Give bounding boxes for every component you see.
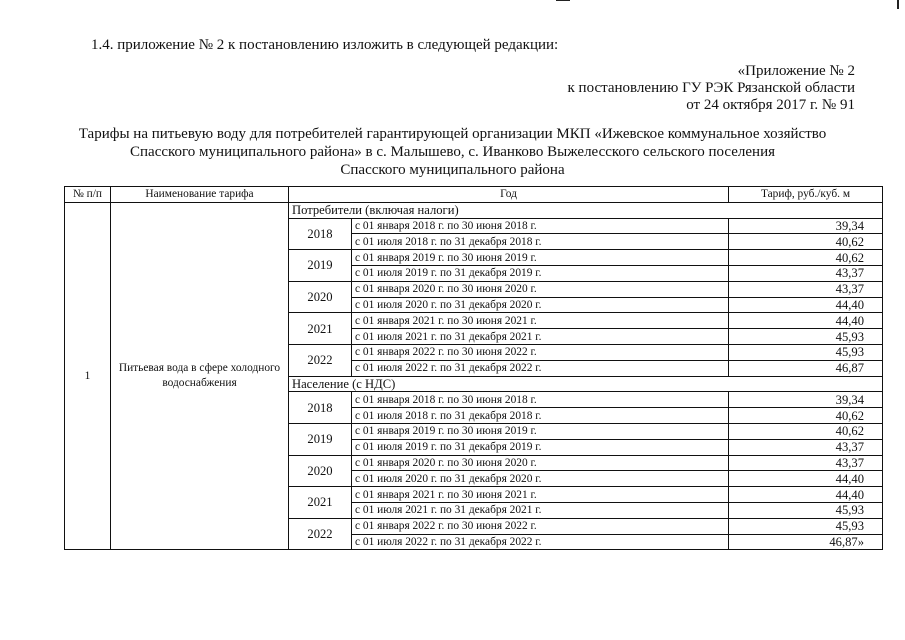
- tariff-value-cell: 43,37: [729, 455, 883, 471]
- tariff-value-cell: 44,40: [729, 471, 883, 487]
- tariff-value-cell: 40,62: [729, 408, 883, 424]
- intro-paragraph: 1.4. приложение № 2 к постановлению изложить в следующей редакции:: [91, 37, 559, 53]
- period-cell: с 01 января 2019 г. по 30 июня 2019 г.: [352, 250, 729, 266]
- year-cell: 2022: [289, 518, 352, 550]
- period-cell: с 01 июля 2019 г. по 31 декабря 2019 г.: [352, 439, 729, 455]
- tariff-value-cell: 44,40: [729, 297, 883, 313]
- period-cell: с 01 июля 2018 г. по 31 декабря 2018 г.: [352, 408, 729, 424]
- tariff-value-cell: 40,62: [729, 250, 883, 266]
- tariff-value-cell: 45,93: [729, 502, 883, 518]
- annex-heading: [568, 63, 855, 114]
- title-line-2: Спасского муниципального района» в с. Малышево, с. Иванково Выжелесского сельского поселения: [130, 144, 775, 160]
- period-cell: с 01 января 2018 г. по 30 июня 2018 г.: [352, 392, 729, 408]
- year-cell: 2021: [289, 487, 352, 519]
- period-cell: с 01 июля 2018 г. по 31 декабря 2018 г.: [352, 234, 729, 250]
- tariff-value-cell: 43,37: [729, 281, 883, 297]
- annex-line-1: «Приложение № 2: [737, 63, 855, 79]
- tariff-value-cell: 44,40: [729, 487, 883, 503]
- header-name: Наименование тарифа: [111, 187, 289, 203]
- period-cell: с 01 января 2018 г. по 30 июня 2018 г.: [352, 218, 729, 234]
- period-cell: с 01 июля 2022 г. по 31 декабря 2022 г.: [352, 534, 729, 550]
- period-cell: с 01 июля 2019 г. по 31 декабря 2019 г.: [352, 265, 729, 281]
- period-cell: с 01 января 2020 г. по 30 июня 2020 г.: [352, 281, 729, 297]
- period-cell: с 01 января 2021 г. по 30 июня 2021 г.: [352, 487, 729, 503]
- scan-artifact-top-right: [897, 0, 899, 9]
- tariff-table-body: [65, 202, 883, 550]
- header-num: № п/п: [65, 187, 111, 203]
- tariff-value-cell: 39,34: [729, 218, 883, 234]
- period-cell: с 01 января 2021 г. по 30 июня 2021 г.: [352, 313, 729, 329]
- tariff-value-cell: 46,87»: [729, 534, 883, 550]
- year-cell: 2021: [289, 313, 352, 345]
- consumer-group-label: Население (с НДС): [289, 376, 883, 392]
- period-cell: с 01 июля 2021 г. по 31 декабря 2021 г.: [352, 329, 729, 345]
- year-cell: 2019: [289, 423, 352, 455]
- header-year: Год: [289, 187, 729, 203]
- period-cell: с 01 января 2019 г. по 30 июня 2019 г.: [352, 423, 729, 439]
- period-cell: с 01 июля 2020 г. по 31 декабря 2020 г.: [352, 297, 729, 313]
- tariff-value-cell: 40,62: [729, 234, 883, 250]
- group-header-row: [65, 202, 883, 218]
- tariff-value-cell: 39,34: [729, 392, 883, 408]
- year-cell: 2019: [289, 250, 352, 282]
- title-line-3: Спасского муниципального района: [340, 162, 565, 178]
- row-number: 1: [65, 202, 111, 550]
- year-cell: 2018: [289, 218, 352, 250]
- table-header-row: [65, 187, 883, 203]
- tariff-value-cell: 45,93: [729, 518, 883, 534]
- annex-line-3: от 24 октября 2017 г. № 91: [686, 97, 855, 113]
- scan-artifact-top-mid: [556, 0, 570, 1]
- period-cell: с 01 января 2022 г. по 30 июня 2022 г.: [352, 518, 729, 534]
- year-cell: 2022: [289, 344, 352, 376]
- tariff-name: Питьевая вода в сфере холодного водоснабжения: [111, 202, 289, 550]
- year-cell: 2020: [289, 455, 352, 487]
- consumer-group-label: Потребители (включая налоги): [289, 202, 883, 218]
- title-line-1: Тарифы на питьевую воду для потребителей гарантирующей организации МКП «Ижевское коммунальное хозяйство: [78, 126, 827, 142]
- period-cell: с 01 января 2020 г. по 30 июня 2020 г.: [352, 455, 729, 471]
- tariff-value-cell: 40,62: [729, 423, 883, 439]
- period-cell: с 01 июля 2022 г. по 31 декабря 2022 г.: [352, 360, 729, 376]
- tariff-value-cell: 45,93: [729, 329, 883, 345]
- period-cell: с 01 июля 2020 г. по 31 декабря 2020 г.: [352, 471, 729, 487]
- period-cell: с 01 января 2022 г. по 30 июня 2022 г.: [352, 344, 729, 360]
- tariff-table: [64, 186, 883, 550]
- annex-line-2: к постановлению ГУ РЭК Рязанской области: [567, 80, 855, 96]
- tariff-value-cell: 44,40: [729, 313, 883, 329]
- year-cell: 2020: [289, 281, 352, 313]
- header-tariff: Тариф, руб./куб. м: [729, 187, 883, 203]
- tariff-value-cell: 45,93: [729, 344, 883, 360]
- tariff-value-cell: 43,37: [729, 265, 883, 281]
- document-title: [0, 125, 905, 179]
- tariff-value-cell: 46,87: [729, 360, 883, 376]
- period-cell: с 01 июля 2021 г. по 31 декабря 2021 г.: [352, 502, 729, 518]
- tariff-value-cell: 43,37: [729, 439, 883, 455]
- year-cell: 2018: [289, 392, 352, 424]
